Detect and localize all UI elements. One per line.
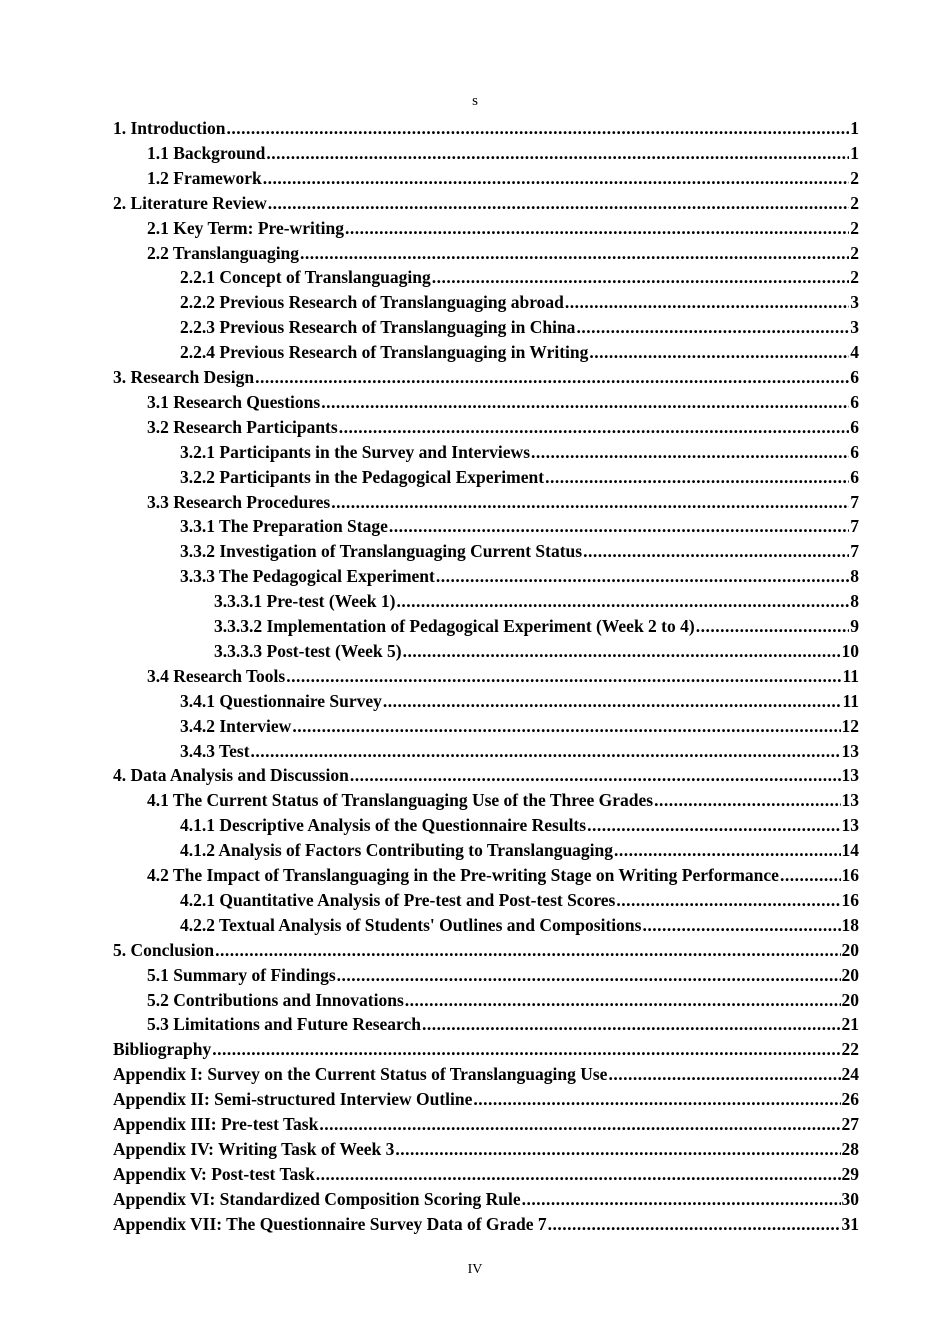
toc-entry-page: 13 xyxy=(841,765,859,786)
toc-entry-page: 6 xyxy=(850,416,859,437)
toc-entry-title: 3.2 Research Participants xyxy=(147,416,338,437)
toc-entry[interactable] xyxy=(113,1212,859,1236)
toc-entry-title: 2.2 Translanguaging xyxy=(147,242,300,263)
toc-entry[interactable] xyxy=(180,813,859,837)
toc-entry-page: 8 xyxy=(850,566,859,587)
toc-dot-leader xyxy=(345,216,849,240)
toc-entry-title: 3.3.3.1 Pre-test (Week 1) xyxy=(214,591,396,612)
toc-entry-page: 4 xyxy=(850,342,859,363)
toc-dot-leader xyxy=(642,913,840,937)
toc-entry-page: 16 xyxy=(841,865,859,885)
toc-dot-leader xyxy=(215,938,840,962)
toc-entry[interactable] xyxy=(113,1062,859,1086)
toc-entry-title: 5.2 Contributions and Innovations xyxy=(147,989,404,1010)
toc-entry-title: 2.2.2 Previous Research of Translanguaging abroad xyxy=(180,292,564,313)
toc-entry[interactable] xyxy=(113,763,859,787)
toc-entry-page: 24 xyxy=(841,1064,859,1085)
toc-dot-leader xyxy=(614,838,840,862)
toc-entry[interactable] xyxy=(180,514,859,538)
toc-entry[interactable] xyxy=(147,415,859,439)
toc-dot-leader xyxy=(545,465,849,489)
toc-dot-leader xyxy=(300,241,849,265)
toc-entry[interactable] xyxy=(180,265,859,289)
toc-entry-page: 13 xyxy=(841,815,859,836)
toc-entry-page: 7 xyxy=(850,516,859,537)
toc-entry-page: 11 xyxy=(842,665,859,686)
toc-entry-title: Appendix V: Post-test Task xyxy=(113,1163,315,1184)
toc-entry[interactable] xyxy=(180,340,859,364)
toc-entry-title: 3.3.3.2 Implementation of Pedagogical Experiment (Week 2 to 4) xyxy=(214,616,695,636)
toc-dot-leader xyxy=(268,191,850,215)
toc-entry[interactable] xyxy=(113,365,859,389)
toc-entry-title: 1. Introduction xyxy=(113,118,226,138)
toc-entry-page: 31 xyxy=(841,1213,859,1234)
toc-entry[interactable] xyxy=(147,216,859,240)
toc-entry-title: Appendix III: Pre-test Task xyxy=(113,1114,319,1134)
toc-entry[interactable] xyxy=(180,913,859,937)
toc-entry-title: 3.1 Research Questions xyxy=(147,391,321,412)
toc-dot-leader xyxy=(337,963,841,987)
toc-entry-page: 2 xyxy=(850,167,859,188)
toc-dot-leader xyxy=(395,1137,840,1161)
toc-entry[interactable] xyxy=(180,564,859,588)
toc-entry-title: 3.3.3.3 Post-test (Week 5) xyxy=(214,640,402,661)
toc-entry-title: Appendix VI: Standardized Composition Scoring Rule xyxy=(113,1188,521,1209)
toc-entry-page: 14 xyxy=(841,840,859,861)
toc-entry-page: 7 xyxy=(850,491,859,512)
toc-entry-page: 21 xyxy=(841,1014,859,1035)
toc-dot-leader xyxy=(576,315,849,339)
toc-entry-title: 2.2.1 Concept of Translanguaging xyxy=(180,267,431,288)
toc-entry[interactable] xyxy=(147,788,859,812)
toc-entry-title: 4.1.2 Analysis of Factors Contributing to Translanguaging xyxy=(180,840,614,861)
toc-entry-title: 2.2.4 Previous Research of Translanguaging in Writing xyxy=(180,342,589,363)
toc-dot-leader xyxy=(654,788,840,812)
toc-entry[interactable] xyxy=(147,963,859,987)
toc-entry-page: 13 xyxy=(841,740,859,761)
toc-dot-leader xyxy=(321,390,849,414)
toc-entry[interactable] xyxy=(214,614,859,638)
toc-entry-page: 6 xyxy=(850,441,859,462)
toc-entry-page: 8 xyxy=(850,591,859,612)
toc-dot-leader xyxy=(531,440,849,464)
toc-entry-title: 4.2 The Impact of Translanguaging in the Pre-writing Stage on Writing Performance xyxy=(147,865,779,885)
toc-dot-leader xyxy=(587,813,840,837)
toc-entry-page: 2 xyxy=(850,267,859,288)
toc-entry-title: Appendix VII: The Questionnaire Survey Data of Grade 7 xyxy=(113,1213,547,1234)
toc-dot-leader xyxy=(522,1187,841,1211)
toc-entry[interactable] xyxy=(147,166,859,190)
toc-entry-page: 2 xyxy=(850,192,859,213)
toc-entry-page: 2 xyxy=(850,242,859,263)
toc-entry-page: 12 xyxy=(841,715,859,736)
toc-entry-title: 3.3.1 The Preparation Stage xyxy=(180,516,388,537)
toc-entry-page: 6 xyxy=(850,367,859,387)
page-number: IV xyxy=(467,1262,483,1277)
toc-entry-title: 3.3 Research Procedures xyxy=(147,491,331,512)
toc-entry-page: 9 xyxy=(850,616,859,636)
toc-entry-page: 30 xyxy=(841,1188,859,1209)
toc-entry[interactable] xyxy=(113,191,859,215)
toc-entry-title: 3.2.1 Participants in the Survey and Interviews xyxy=(180,441,530,462)
toc-dot-leader xyxy=(251,739,841,763)
toc-entry-page: 18 xyxy=(841,914,859,935)
toc-entry-page: 6 xyxy=(850,466,859,487)
toc-entry-title: 1.1 Background xyxy=(147,142,266,163)
toc-entry-title: 4.1 The Current Status of Translanguaging Use of the Three Grades xyxy=(147,790,654,811)
toc-entry-page: 13 xyxy=(841,790,859,811)
toc-entry-page: 3 xyxy=(850,317,859,338)
toc-dot-leader xyxy=(436,564,849,588)
toc-entry-title: 2.2.3 Previous Research of Translanguaging in China xyxy=(180,317,576,338)
toc-entry[interactable] xyxy=(113,1162,859,1186)
toc-entry[interactable] xyxy=(147,988,859,1012)
toc-entry-title: Appendix I: Survey on the Current Status of Translanguaging Use xyxy=(113,1064,608,1085)
toc-dot-leader xyxy=(212,1037,840,1061)
toc-entry-page: 10 xyxy=(841,640,859,661)
toc-entry-title: 4.2.1 Quantitative Analysis of Pre-test and Post-test Scores xyxy=(180,889,616,910)
toc-entry-page: 16 xyxy=(841,889,859,910)
toc-entry-page: 3 xyxy=(850,292,859,313)
toc-dot-leader xyxy=(473,1087,840,1111)
toc-entry[interactable] xyxy=(113,1137,859,1161)
toc-entry-title: 3.3.3 The Pedagogical Experiment xyxy=(180,566,435,587)
toc-dot-leader xyxy=(319,1112,840,1136)
toc-entry[interactable] xyxy=(180,714,859,738)
toc-entry-page: 27 xyxy=(841,1114,859,1134)
toc-entry[interactable] xyxy=(180,888,859,912)
toc-entry-page: 1 xyxy=(850,118,859,138)
toc-entry-title: 3. Research Design xyxy=(113,367,255,387)
toc-entry[interactable] xyxy=(147,1012,859,1036)
toc-entry[interactable] xyxy=(147,863,859,887)
page-header: s xyxy=(472,93,478,109)
toc-dot-leader xyxy=(266,141,849,165)
toc-entry-page: 6 xyxy=(850,391,859,412)
toc-entry[interactable] xyxy=(147,490,859,514)
toc-dot-leader xyxy=(396,589,849,613)
toc-entry[interactable] xyxy=(113,1187,859,1211)
toc-entry-title: 3.4.1 Questionnaire Survey xyxy=(180,690,382,711)
toc-entry-page: 11 xyxy=(842,690,859,711)
toc-entry[interactable] xyxy=(147,241,859,265)
toc-entry-title: 3.4.2 Interview xyxy=(180,715,292,736)
toc-entry-page: 20 xyxy=(841,964,859,985)
toc-entry-title: 3.2.2 Participants in the Pedagogical Experiment xyxy=(180,466,545,487)
toc-entry[interactable] xyxy=(147,390,859,414)
toc-entry[interactable] xyxy=(180,315,859,339)
toc-entry[interactable] xyxy=(147,141,859,165)
toc-entry-page: 20 xyxy=(841,939,859,960)
toc-entry-title: 5. Conclusion xyxy=(113,939,215,960)
toc-entry-title: 4.2.2 Textual Analysis of Students' Outlines and Compositions xyxy=(180,914,642,935)
toc-dot-leader xyxy=(432,265,850,289)
toc-dot-leader xyxy=(608,1062,840,1086)
toc-entry-page: 2 xyxy=(850,217,859,238)
toc-entry-title: Appendix II: Semi-structured Interview Outline xyxy=(113,1089,473,1110)
toc-dot-leader xyxy=(292,714,840,738)
toc-entry[interactable] xyxy=(113,1112,859,1136)
toc-entry-title: Bibliography xyxy=(113,1039,212,1060)
toc-entry-page: 22 xyxy=(841,1039,859,1060)
toc-entry[interactable] xyxy=(180,290,859,314)
toc-entry-title: 2. Literature Review xyxy=(113,192,267,213)
toc-entry-title: 1.2 Framework xyxy=(147,167,262,188)
toc-dot-leader xyxy=(331,490,849,514)
toc-entry[interactable] xyxy=(180,689,859,713)
toc-dot-leader xyxy=(316,1162,841,1186)
toc-entry[interactable] xyxy=(113,116,859,140)
toc-dot-leader xyxy=(780,863,841,887)
toc-dot-leader xyxy=(383,689,842,713)
toc-entry[interactable] xyxy=(214,589,859,613)
toc-entry-page: 28 xyxy=(841,1138,859,1159)
toc-dot-leader xyxy=(696,614,850,638)
toc-entry-page: 26 xyxy=(841,1089,859,1110)
toc-entry[interactable] xyxy=(113,1037,859,1061)
toc-dot-leader xyxy=(616,888,840,912)
toc-entry[interactable] xyxy=(113,1087,859,1111)
toc-dot-leader xyxy=(403,639,841,663)
toc-dot-leader xyxy=(389,514,849,538)
toc-dot-leader xyxy=(422,1012,840,1036)
toc-entry[interactable] xyxy=(180,465,859,489)
toc-dot-leader xyxy=(263,166,850,190)
toc-entry-page: 7 xyxy=(850,541,859,562)
toc-entry[interactable] xyxy=(214,639,859,663)
toc-entry[interactable] xyxy=(113,938,859,962)
toc-dot-leader xyxy=(255,365,849,389)
toc-entry[interactable] xyxy=(180,739,859,763)
toc-dot-leader xyxy=(286,664,841,688)
toc-entry-page: 20 xyxy=(841,989,859,1010)
toc-dot-leader xyxy=(350,763,841,787)
toc-dot-leader xyxy=(339,415,850,439)
toc-entry-title: 4. Data Analysis and Discussion xyxy=(113,765,349,786)
toc-entry-page: 1 xyxy=(850,142,859,163)
toc-entry-title: 3.4.3 Test xyxy=(180,740,250,761)
toc-entry[interactable] xyxy=(180,539,859,563)
toc-dot-leader xyxy=(583,539,849,563)
toc-entry-title: 3.4 Research Tools xyxy=(147,665,286,686)
toc-dot-leader xyxy=(548,1212,841,1236)
toc-entry[interactable] xyxy=(180,838,859,862)
toc-entry-title: 2.1 Key Term: Pre-writing xyxy=(147,217,344,238)
toc-dot-leader xyxy=(589,340,849,364)
toc-entry[interactable] xyxy=(180,440,859,464)
toc-entry-title: 5.1 Summary of Findings xyxy=(147,964,336,985)
toc-entry-title: Appendix IV: Writing Task of Week 3 xyxy=(113,1138,395,1159)
toc-dot-leader xyxy=(226,116,849,140)
toc-entry-title: 4.1.1 Descriptive Analysis of the Questionnaire Results xyxy=(180,815,587,836)
toc-entry[interactable] xyxy=(147,664,859,688)
toc-dot-leader xyxy=(565,290,849,314)
toc-entry-title: 5.3 Limitations and Future Research xyxy=(147,1014,422,1035)
toc-entry-page: 29 xyxy=(841,1163,859,1184)
toc-dot-leader xyxy=(405,988,841,1012)
toc-entry-title: 3.3.2 Investigation of Translanguaging Current Status xyxy=(180,541,583,562)
